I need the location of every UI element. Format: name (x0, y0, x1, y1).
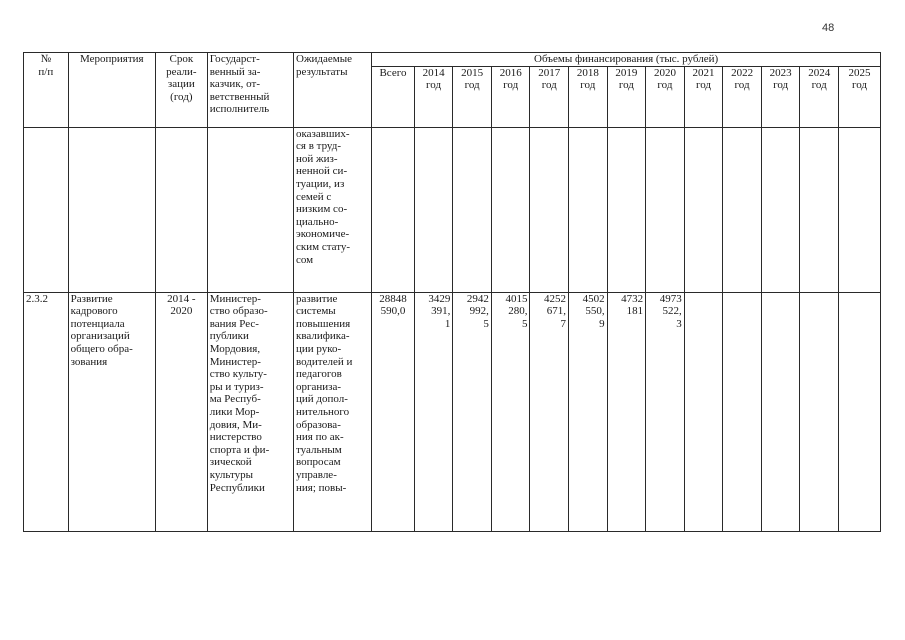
col-header-year: 2020 год (646, 66, 685, 127)
cell-year-value (838, 292, 880, 531)
cell (155, 127, 207, 292)
cell-results: развитие системы повышения квалифика- ции руко- водителей и педагогов организа- ций допол- нительного образова- ния по ак- туальным вопросам управле- ния; повы- (294, 292, 372, 531)
col-header-year: 2021 год (684, 66, 723, 127)
col-header-year: 2016 год (491, 66, 530, 127)
cell (723, 127, 762, 292)
col-header-year: 2017 год (530, 66, 569, 127)
cell (569, 127, 608, 292)
cell (24, 127, 69, 292)
cell-year-value: 4015 280, 5 (491, 292, 530, 531)
cell (453, 127, 492, 292)
cell (207, 127, 293, 292)
col-header-term: Срок реали- зации (год) (155, 53, 207, 128)
cell (838, 127, 880, 292)
cell-year-value (761, 292, 800, 531)
cell (646, 127, 685, 292)
cell-measure: Развитие кадрового потенциала организаций общего обра- зования (68, 292, 155, 531)
cell-num: 2.3.2 (24, 292, 69, 531)
cell (491, 127, 530, 292)
col-header-funding: Объемы финансирования (тыс. рублей) (372, 53, 881, 67)
col-header-year: 2022 год (723, 66, 762, 127)
cell-year-value (800, 292, 839, 531)
cell (372, 127, 415, 292)
cell (530, 127, 569, 292)
cell-year-value (723, 292, 762, 531)
cell-year-value: 4732 181 (607, 292, 646, 531)
cell (414, 127, 453, 292)
col-header-total: Всего (372, 66, 415, 127)
cell (761, 127, 800, 292)
cell-term: 2014 - 2020 (155, 292, 207, 531)
cell-year-value: 4973 522, 3 (646, 292, 685, 531)
col-header-year: 2023 год (761, 66, 800, 127)
cell-year-value: 2942 992, 5 (453, 292, 492, 531)
cell-results: оказавших- ся в труд- ной жиз- ненной си- туации, из семей с низким со- циально- экономиче- ским стату- сом (294, 127, 372, 292)
cell-customer: Министер- ство образо- вания Рес- публики Мордовия, Министер- ство культу- ры и туриз- ма Респуб- лики Мор- довия, Ми- нистерство спорта и фи- зической культуры Республики (207, 292, 293, 531)
page-number: 48 (822, 22, 835, 34)
cell-year-value: 4502 550, 9 (569, 292, 608, 531)
col-header-year: 2025 год (838, 66, 880, 127)
cell (800, 127, 839, 292)
col-header-year: 2014 год (414, 66, 453, 127)
cell-year-value: 3429 391, 1 (414, 292, 453, 531)
cell (68, 127, 155, 292)
col-header-customer: Государст- венный за- казчик, от- ветственный исполнитель (207, 53, 293, 128)
cell-year-value (684, 292, 723, 531)
financing-table (23, 52, 881, 532)
col-header-results: Ожидаемые результаты (294, 53, 372, 128)
cell (607, 127, 646, 292)
col-header-year: 2015 год (453, 66, 492, 127)
cell-year-value: 4252 671, 7 (530, 292, 569, 531)
col-header-year: 2019 год (607, 66, 646, 127)
col-header-year: 2024 год (800, 66, 839, 127)
cell (684, 127, 723, 292)
col-header-measures: Мероприятия (68, 53, 155, 128)
cell-total: 28848 590,0 (372, 292, 415, 531)
table-row (24, 127, 881, 292)
table-row (24, 292, 881, 531)
col-header-num: № п/п (24, 53, 69, 128)
col-header-year: 2018 год (569, 66, 608, 127)
